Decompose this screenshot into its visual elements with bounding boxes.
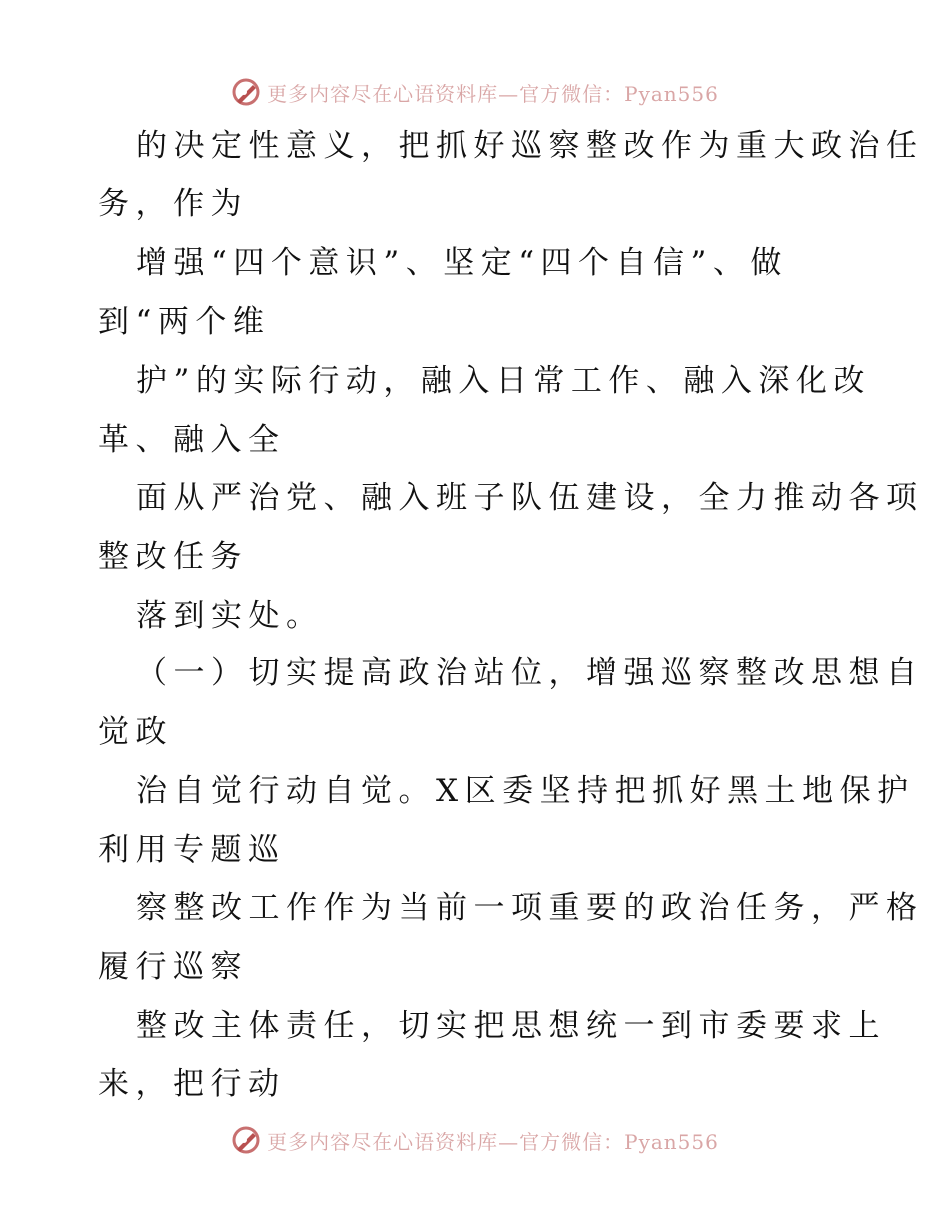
text-line: （一）切实提高政治站位，增强巡察整改思想自 [136, 655, 924, 691]
watermark-text: 更多内容尽在心语资料库—官方微信：Pyan556 [267, 81, 719, 106]
text-line: 整改主体责任，切实把思想统一到市委要求上 [136, 1008, 886, 1044]
text-line: 到“两个维 [98, 304, 271, 340]
text-line: 履行巡察 [98, 949, 248, 985]
text-line: 察整改工作作为当前一项重要的政治任务，严格 [136, 890, 924, 926]
text-line: 落到实处。 [136, 598, 324, 634]
text-line: 护”的实际行动，融入日常工作、融入深化改 [136, 363, 871, 399]
text-line: 来，把行动 [98, 1066, 286, 1102]
text-line: 利用专题巡 [98, 832, 286, 868]
text-line: 增强“四个意识”、坚定“四个自信”、做 [136, 245, 788, 281]
header-watermark [0, 72, 950, 112]
footer-watermark [0, 1120, 950, 1160]
text-line: 革、融入全 [98, 422, 286, 458]
text-line: 务，作为 [98, 186, 248, 222]
pen-circle-logo-icon [231, 1125, 261, 1155]
text-line: 整改任务 [98, 539, 248, 575]
text-line: 面从严治党、融入班子队伍建设，全力推动各项 [136, 480, 924, 516]
text-line: 治自觉行动自觉。X区委坚持把抓好黑土地保护 [136, 773, 915, 809]
text-line: 的决定性意义，把抓好巡察整改作为重大政治任 [136, 128, 924, 164]
text-line: 觉政 [98, 714, 173, 750]
watermark-text: 更多内容尽在心语资料库—官方微信：Pyan556 [267, 1129, 719, 1154]
pen-circle-logo-icon [231, 77, 261, 107]
